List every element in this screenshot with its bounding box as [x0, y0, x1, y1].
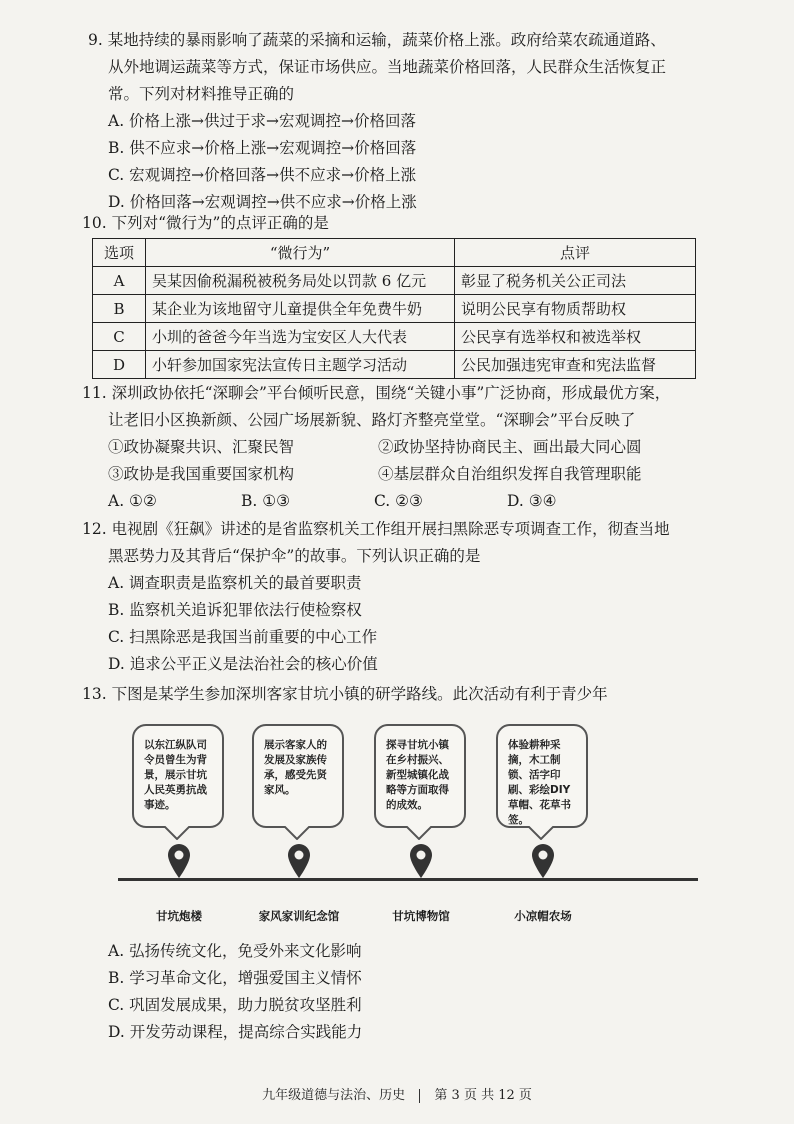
table-header-comment: 点评: [455, 239, 696, 267]
question-12: [82, 516, 714, 678]
table-row: [93, 267, 696, 295]
q13-stem: 13. 下图是某学生参加深圳客家甘坑小镇的研学路线。此次活动有利于青少年: [82, 685, 608, 703]
q9-option-b: B. 供不应求→价格上涨→宏观调控→价格回落: [108, 139, 417, 157]
q13-option-b: B. 学习革命文化，增强爱国主义情怀: [108, 969, 362, 987]
study-route-diagram: [118, 720, 698, 930]
table-row: [93, 351, 696, 379]
table-cell: 小圳的爸爸今年当选为宝安区人大代表: [146, 323, 455, 351]
speech-tail-icon: [164, 826, 190, 840]
q11-statement-1: ①政协凝聚共识、汇聚民智: [108, 438, 295, 456]
table-cell: 公民享有选举权和被选举权: [455, 323, 696, 351]
table-cell: A: [93, 267, 146, 295]
q9-option-c: C. 宏观调控→价格回落→供不应求→价格上涨: [108, 166, 417, 184]
q10-table: [92, 238, 696, 379]
table-row: [93, 323, 696, 351]
map-pin-icon: [288, 844, 310, 878]
route-box-text: 以东江纵队司令员曾生为背景，展示甘坑人民英勇抗战事迹。: [144, 739, 207, 811]
q12-option-a: A. 调查职责是监察机关的最首要职责: [108, 574, 362, 592]
table-cell: 彰显了税务机关公正司法: [455, 267, 696, 295]
q12-stem-line2: 黑恶势力及其背后“保护伞”的故事。下列认识正确的是: [108, 547, 481, 565]
q9-stem-line1: 9. 某地持续的暴雨影响了蔬菜的采摘和运输，蔬菜价格上涨。政府给菜农疏通道路、: [88, 31, 666, 49]
question-13: [82, 681, 714, 708]
q12-option-b: B. 监察机关追诉犯罪依法行使检察权: [108, 601, 362, 619]
route-box-3: [374, 724, 466, 828]
q11-choice-a: A. ①②: [108, 492, 157, 510]
footer-page-number: 第 3 页 共 12 页: [434, 1088, 532, 1103]
q13-option-d: D. 开发劳动课程，提高综合实践能力: [108, 1023, 363, 1041]
map-pin-icon: [168, 844, 190, 878]
route-stop-3: 甘坑博物馆: [392, 909, 450, 923]
q11-statement-4: ④基层群众自治组织发挥自我管理职能: [378, 465, 642, 483]
table-cell: 说明公民享有物质帮助权: [455, 295, 696, 323]
table-cell: 吴某因偷税漏税被税务局处以罚款 6 亿元: [146, 267, 455, 295]
route-stop-4: 小凉帽农场: [514, 909, 572, 923]
speech-tail-icon: [406, 826, 432, 840]
q9-stem-line3: 常。下列对材料推导正确的: [108, 85, 295, 103]
route-box-text: 体验耕种采摘，木工制锁、活字印刷、彩绘DIY草帽、花草书签。: [508, 739, 571, 826]
table-header-row: [93, 239, 696, 267]
route-box-text: 展示客家人的发展及家族传承，感受先贤家风。: [264, 739, 327, 796]
q11-statement-3: ③政协是我国重要国家机构: [108, 465, 295, 483]
table-cell: D: [93, 351, 146, 379]
q12-option-d: D. 追求公平正义是法治社会的核心价值: [108, 655, 378, 673]
q13-option-c: C. 巩固发展成果，助力脱贫攻坚胜利: [108, 996, 362, 1014]
question-11: [82, 380, 714, 515]
route-box-1: [132, 724, 224, 828]
q11-choices: [88, 488, 714, 515]
footer-separator: [419, 1089, 420, 1103]
q10-stem: 10. 下列对“微行为”的点评正确的是: [82, 214, 329, 232]
q12-stem-line1: 12. 电视剧《狂飙》讲述的是省监察机关工作组开展扫黑除恶专项调查工作，彻查当地: [82, 520, 670, 538]
q11-statements-row1: [88, 434, 714, 461]
page-footer: [0, 1084, 794, 1103]
q11-statement-2: ②政协坚持协商民主、画出最大同心圆: [378, 438, 642, 456]
route-box-2: [252, 724, 344, 828]
q13-option-a: A. 弘扬传统文化，免受外来文化影响: [108, 942, 362, 960]
footer-subject: 九年级道德与法治、历史: [262, 1088, 406, 1103]
map-pin-icon: [532, 844, 554, 878]
question-13-options: [88, 938, 714, 1046]
table-cell: B: [93, 295, 146, 323]
q11-choice-b: B. ①③: [241, 492, 291, 510]
speech-tail-icon: [528, 826, 554, 840]
table-cell: 小轩参加国家宪法宣传日主题学习活动: [146, 351, 455, 379]
question-10: [82, 210, 714, 237]
table-header-behavior: “微行为”: [146, 239, 455, 267]
table-cell: 公民加强违宪审查和宪法监督: [455, 351, 696, 379]
map-pin-icon: [410, 844, 432, 878]
table-cell: 某企业为该地留守儿童提供全年免费牛奶: [146, 295, 455, 323]
table-header-option: 选项: [93, 239, 146, 267]
route-box-text: 探寻甘坑小镇在乡村振兴、新型城镇化战略等方面取得的成效。: [386, 739, 449, 811]
route-stop-2: 家风家训纪念馆: [258, 909, 340, 923]
q9-stem-line2: 从外地调运蔬菜等方式，保证市场供应。当地蔬菜价格回落，人民群众生活恢复正: [108, 58, 667, 76]
q11-stem-line2: 让老旧小区换新颜、公园广场展新貌、路灯齐整亮堂堂。“深聊会”平台反映了: [108, 411, 636, 429]
q12-option-c: C. 扫黑除恶是我国当前重要的中心工作: [108, 628, 378, 646]
route-line: [118, 878, 698, 881]
q11-statements-row2: [88, 461, 714, 488]
q9-option-d: D. 价格回落→宏观调控→供不应求→价格上涨: [108, 193, 417, 211]
q11-stem-line1: 11. 深圳政协依托“深聊会”平台倾听民意，围绕“关键小事”广泛协商，形成最优方案，: [82, 384, 671, 402]
q11-choice-d: D. ③④: [507, 492, 557, 510]
route-box-4: [496, 724, 588, 828]
q11-choice-c: C. ②③: [374, 492, 423, 510]
q9-option-a: A. 价格上涨→供过于求→宏观调控→价格回落: [108, 112, 417, 130]
route-stop-1: 甘坑炮楼: [156, 909, 202, 923]
question-9: [88, 27, 714, 216]
table-row: [93, 295, 696, 323]
table-cell: C: [93, 323, 146, 351]
speech-tail-icon: [284, 826, 310, 840]
